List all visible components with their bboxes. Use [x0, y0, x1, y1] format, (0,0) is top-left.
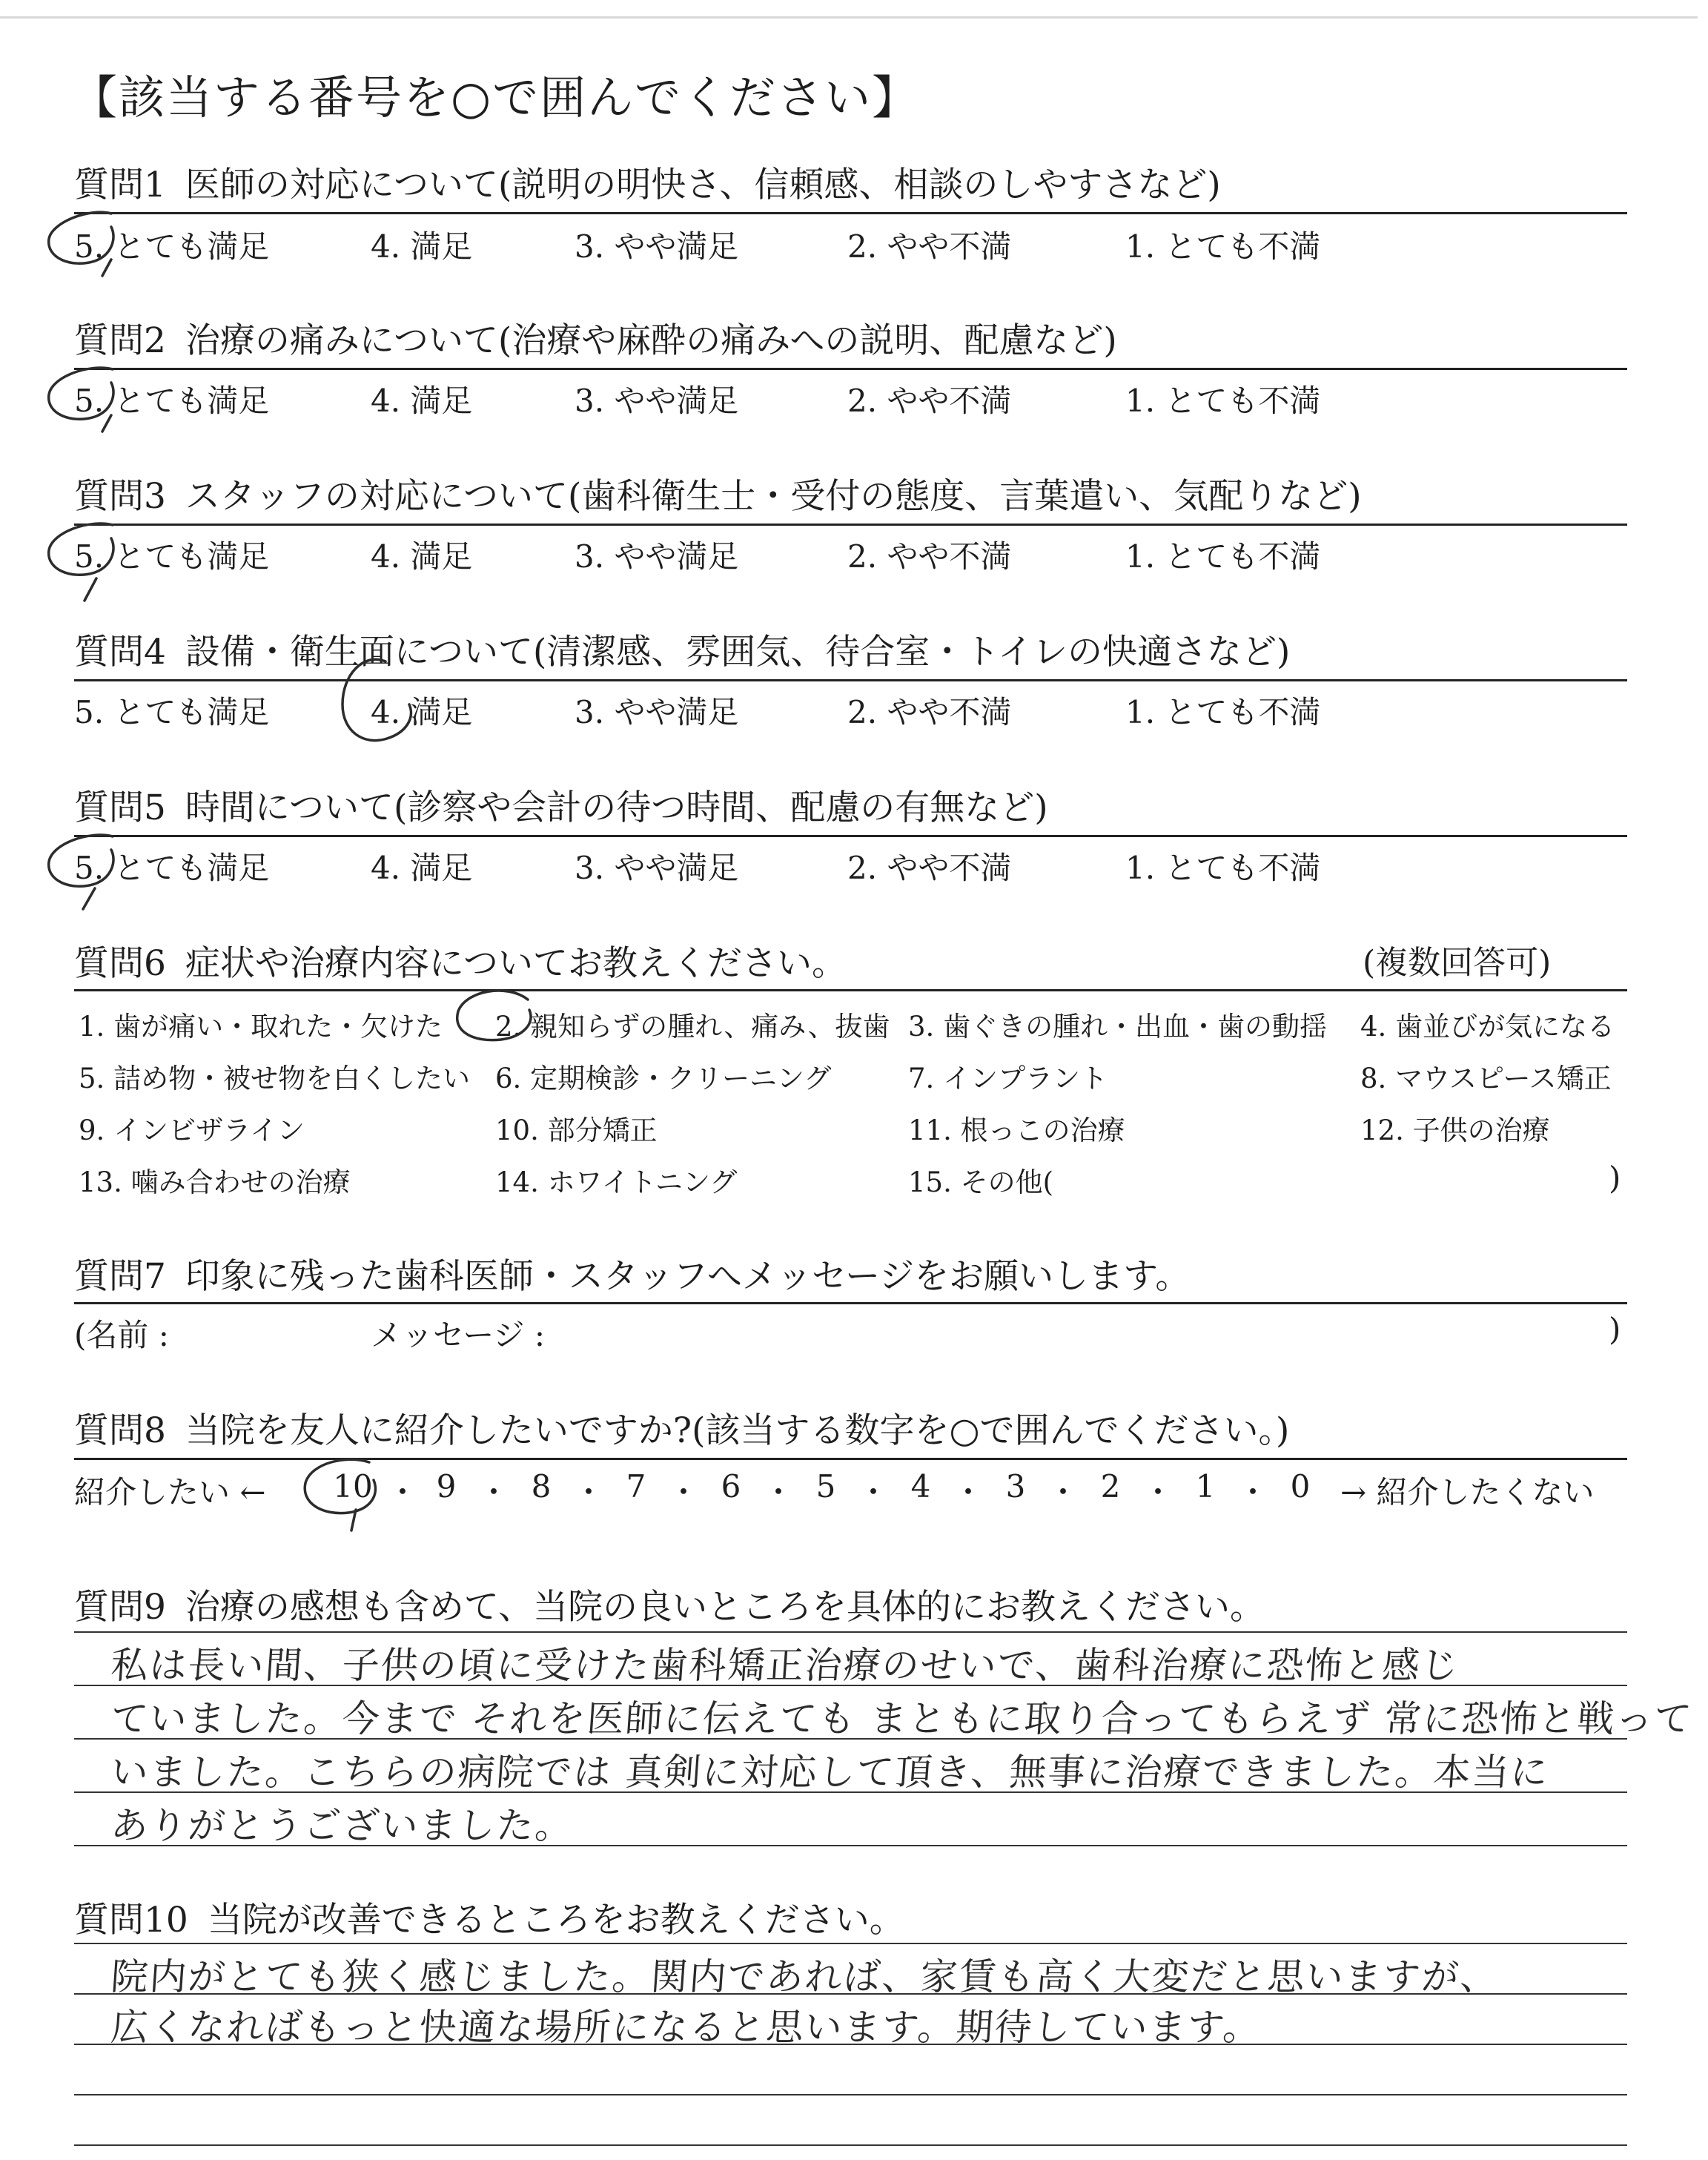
scale-8[interactable]: 8: [531, 1468, 552, 1505]
multiple-answers-note: (複数回答可): [1363, 944, 1552, 982]
q4-option-2[interactable]: 2. やや不満: [847, 694, 1012, 730]
question-text: 治療の痛みについて(治療や麻酔の痛みへの説明、配慮など): [185, 320, 1117, 361]
q6-option-4[interactable]: 4. 歯並びが気になる: [1360, 1011, 1615, 1043]
scale-separator: ・: [858, 1474, 890, 1510]
scale-0[interactable]: 0: [1290, 1468, 1311, 1505]
question-9-title: [74, 1579, 1265, 1629]
q2-option-2[interactable]: 2. やや不満: [847, 383, 1012, 419]
question-number: 質問4: [74, 632, 166, 673]
q10-handwritten-line-1: 院内がとても狭く感じました。関内であれば、家賃も高く大変だと思いますが、: [109, 1955, 1500, 1998]
question-rule: [74, 679, 1627, 681]
q6-option-5[interactable]: 5. 詰め物・被せ物を白くしたい: [79, 1063, 471, 1094]
q2-option-1[interactable]: 1. とても不満: [1125, 383, 1321, 419]
q1-option-5[interactable]: 5. とても満足: [74, 228, 270, 265]
question-text: 治療の感想も含めて、当院の良いところを具体的にお教えください。: [185, 1587, 1265, 1628]
recommend-label: 紹介したい ←: [74, 1474, 266, 1510]
q6-option-13[interactable]: 13. 噛み合わせの治療: [79, 1166, 351, 1198]
question-7-title: [74, 1249, 1190, 1298]
question-rule: [74, 835, 1627, 837]
question-6-title: [74, 936, 847, 985]
scale-separator: ・: [953, 1474, 984, 1510]
question-rule: [74, 524, 1627, 526]
scale-separator: ・: [478, 1474, 510, 1510]
scale-separator: ・: [387, 1474, 419, 1510]
scale-3[interactable]: 3: [1005, 1468, 1026, 1505]
q9-handwritten-line-2: ていました。今まで それを医師に伝えても まともに取り合ってもらえず 常に恐怖と戦って: [109, 1697, 1695, 1740]
scale-10[interactable]: 10: [333, 1468, 373, 1505]
question-text: 時間について(診察や会計の待つ時間、配慮の有無など): [185, 787, 1048, 828]
q5-option-1[interactable]: 1. とても不満: [1125, 850, 1321, 886]
scale-2[interactable]: 2: [1100, 1468, 1121, 1505]
question-number: 質問8: [74, 1410, 166, 1451]
q9-handwritten-line-1: 私は長い間、子供の頃に受けた歯科矯正治療のせいで、歯科治療に恐怖と感じ: [109, 1644, 1461, 1687]
question-rule: [74, 989, 1627, 991]
question-10-title: [74, 1892, 904, 1942]
q5-option-5[interactable]: 5. とても満足: [74, 850, 270, 886]
scan-edge-line: [0, 16, 1698, 19]
q6-option-2[interactable]: 2. 親知らずの腫れ、痛み、抜歯: [495, 1011, 890, 1043]
q6-option-9[interactable]: 9. インビザライン: [79, 1114, 305, 1146]
q3-option-5[interactable]: 5. とても満足: [74, 538, 270, 575]
question-text: 医師の対応について(説明の明快さ、信頼感、相談のしやすさなど): [185, 165, 1221, 205]
survey-title: 【該当する番号を○で囲んでください】: [71, 70, 920, 125]
answer-line: [74, 1631, 1627, 1633]
question-number: 質問10: [74, 1900, 188, 1941]
name-label: (名前 :: [74, 1317, 169, 1353]
q1-option-3[interactable]: 3. やや満足: [575, 228, 739, 265]
question-4-title: [74, 624, 1290, 674]
scale-separator: ・: [1047, 1474, 1079, 1510]
scale-separator: ・: [763, 1474, 795, 1510]
q6-option-8[interactable]: 8. マウスピース矯正: [1360, 1063, 1612, 1094]
question-number: 質問7: [74, 1256, 166, 1297]
scale-separator: ・: [1142, 1474, 1174, 1510]
q6-option-10[interactable]: 10. 部分矯正: [495, 1114, 658, 1146]
q6-option-11[interactable]: 11. 根っこの治療: [908, 1114, 1125, 1146]
q2-option-3[interactable]: 3. やや満足: [575, 383, 739, 419]
q2-option-5[interactable]: 5. とても満足: [74, 383, 270, 419]
question-5-title: [74, 780, 1048, 830]
q6-option-6[interactable]: 6. 定期検診・クリーニング: [495, 1063, 832, 1094]
q3-option-3[interactable]: 3. やや満足: [575, 538, 739, 575]
q4-option-1[interactable]: 1. とても不満: [1125, 694, 1321, 730]
q5-option-3[interactable]: 3. やや満足: [575, 850, 739, 886]
scale-1[interactable]: 1: [1195, 1468, 1216, 1505]
q5-option-2[interactable]: 2. やや不満: [847, 850, 1012, 886]
q4-option-3[interactable]: 3. やや満足: [575, 694, 739, 730]
question-number: 質問9: [74, 1587, 166, 1628]
q1-option-4[interactable]: 4. 満足: [371, 228, 473, 265]
q6-option-15[interactable]: 15. その他(: [908, 1166, 1054, 1198]
question-text: 当院を友人に紹介したいですか?(該当する数字を○で囲んでください。): [185, 1410, 1290, 1451]
scale-separator: ・: [1237, 1474, 1269, 1510]
q3-option-2[interactable]: 2. やや不満: [847, 538, 1012, 575]
scale-6[interactable]: 6: [721, 1468, 741, 1505]
question-text: 設備・衛生面について(清潔感、雰囲気、待合室・トイレの快適さなど): [185, 632, 1291, 673]
q1-option-1[interactable]: 1. とても不満: [1125, 228, 1321, 265]
q6-option-7[interactable]: 7. インプラント: [908, 1063, 1108, 1094]
scale-7[interactable]: 7: [626, 1468, 646, 1505]
question-text: 印象に残った歯科医師・スタッフへメッセージをお願いします。: [185, 1256, 1191, 1297]
question-number: 質問1: [74, 165, 166, 205]
q4-option-4[interactable]: 4. 満足: [371, 694, 473, 730]
not-recommend-label: → 紹介したくない: [1340, 1474, 1595, 1510]
other-close-paren: ): [1609, 1160, 1621, 1196]
question-1-title: [74, 157, 1221, 207]
question-rule: [74, 212, 1627, 214]
q4-option-5[interactable]: 5. とても満足: [74, 694, 270, 730]
question-rule: [74, 1458, 1627, 1460]
q6-option-1[interactable]: 1. 歯が痛い・取れた・欠けた: [79, 1011, 443, 1043]
q9-handwritten-line-3: いました。こちらの病院では 真剣に対応して頂き、無事に治療できました。本当に: [109, 1751, 1551, 1794]
q6-option-14[interactable]: 14. ホワイトニング: [495, 1166, 738, 1198]
question-rule: [74, 368, 1627, 370]
q3-option-4[interactable]: 4. 満足: [371, 538, 473, 575]
scale-4[interactable]: 4: [910, 1468, 931, 1505]
q10-handwritten-line-2: 広くなればもっと快適な場所になると思います。期待しています。: [109, 2006, 1263, 2049]
question-3-title: [74, 469, 1362, 518]
q6-option-3[interactable]: 3. 歯ぐきの腫れ・出血・歯の動揺: [908, 1011, 1328, 1043]
answer-line: [74, 2144, 1627, 2146]
question-rule: [74, 1302, 1627, 1304]
q1-option-2[interactable]: 2. やや不満: [847, 228, 1012, 265]
question-number: 質問2: [74, 320, 166, 361]
answer-line: [74, 2094, 1627, 2095]
question-number: 質問3: [74, 476, 166, 517]
answer-line: [74, 1943, 1627, 1944]
scale-separator: ・: [668, 1474, 700, 1510]
scale-9[interactable]: 9: [436, 1468, 457, 1505]
question-text: スタッフの対応について(歯科衛生士・受付の態度、言葉遣い、気配りなど): [185, 476, 1362, 517]
q9-handwritten-line-4: ありがとうございました。: [109, 1804, 575, 1847]
message-label: メッセージ :: [371, 1317, 545, 1353]
scale-5[interactable]: 5: [815, 1468, 836, 1505]
q2-option-4[interactable]: 4. 満足: [371, 383, 473, 419]
scale-separator: ・: [573, 1474, 605, 1510]
q3-option-1[interactable]: 1. とても不満: [1125, 538, 1321, 575]
message-close-paren: ): [1609, 1311, 1621, 1347]
question-number: 質問6: [74, 943, 166, 984]
q6-option-12[interactable]: 12. 子供の治療: [1360, 1114, 1550, 1146]
question-2-title: [74, 313, 1117, 363]
question-text: 当院が改善できるところをお教えください。: [207, 1900, 904, 1941]
question-text: 症状や治療内容についてお教えください。: [185, 943, 847, 984]
question-number: 質問5: [74, 787, 166, 828]
q5-option-4[interactable]: 4. 満足: [371, 850, 473, 886]
question-8-title: [74, 1403, 1289, 1453]
